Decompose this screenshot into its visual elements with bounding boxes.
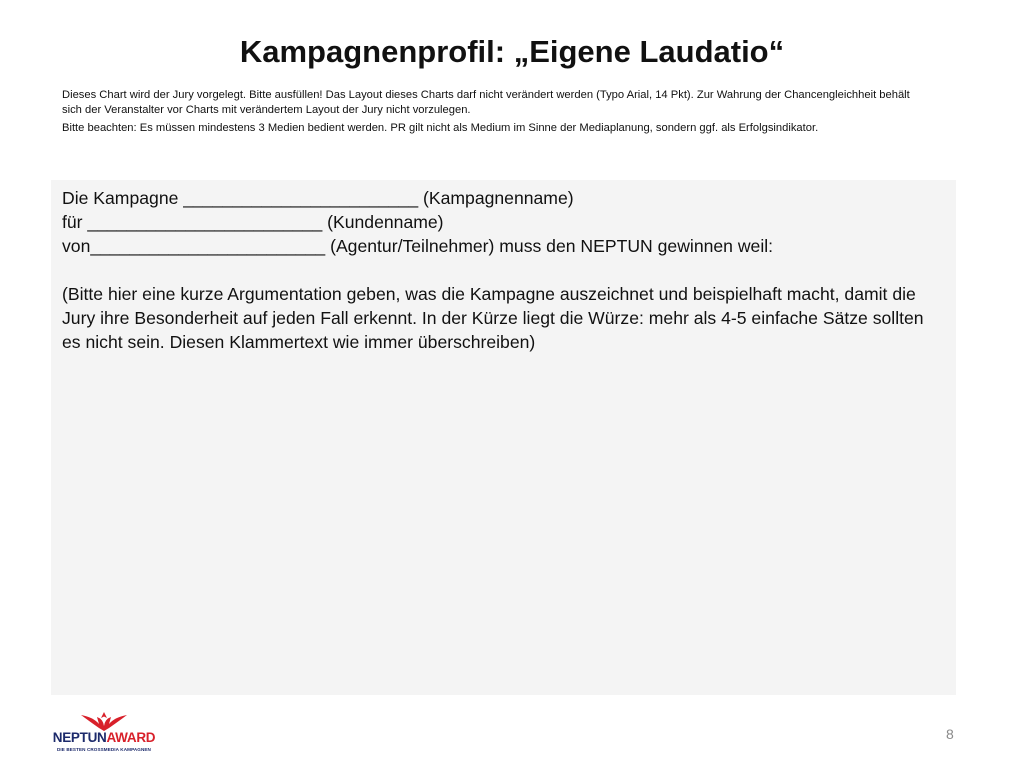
- argument-placeholder[interactable]: (Bitte hier eine kurze Argumentation geben, was die Kampagne auszeichnet und beispielhaft macht, damit die Jury ihre Besonderheit auf jeden Fall erkennt. In der Kürze liegt die Würze: mehr als 4-5 einfache Sätze sollten es nicht sein. Diesen Klammertext wie immer überschreiben): [62, 284, 924, 352]
- logo-word-neptun: NEPTUN: [52, 730, 107, 745]
- campaign-name-line[interactable]: Die Kampagne ________________________ (Kampagnenname): [62, 188, 574, 208]
- logo-word-award: AWARD: [106, 730, 156, 745]
- intro-paragraph-layout: Dieses Chart wird der Jury vorgelegt. Bitte ausfüllen! Das Layout dieses Charts darf nicht verändert werden (Typo Arial, 14 Pkt). Zur Wahrung der Chancengleichheit behält sich der Veranstalter vor Charts mit verändertem Layout der Jury nicht vorzulegen.: [62, 89, 910, 116]
- form-text[interactable]: [62, 186, 947, 354]
- intro-paragraph-media: Bitte beachten: Es müssen mindestens 3 Medien bedient werden. PR gilt nicht als Medium im Sinne der Mediaplanung, sondern ggf. als Erfolgsindikator.: [62, 122, 819, 134]
- form-panel[interactable]: [51, 180, 956, 695]
- page-number: 8: [946, 726, 954, 742]
- trident-icon: [79, 712, 129, 732]
- intro-text: [62, 88, 922, 136]
- spacer: [62, 258, 947, 282]
- client-name-line[interactable]: für ________________________ (Kundenname): [62, 212, 444, 232]
- logo-tagline: DIE BESTEN CROSSMEDIA KAMPAGNEN: [57, 747, 151, 752]
- slide-title: Kampagnenprofil: „Eigene Laudatio“: [239, 34, 785, 69]
- neptun-award-logo: [48, 712, 160, 756]
- logo-wordmark: [48, 730, 160, 746]
- agency-line[interactable]: von________________________ (Agentur/Teilnehmer) muss den NEPTUN gewinnen weil:: [62, 236, 774, 256]
